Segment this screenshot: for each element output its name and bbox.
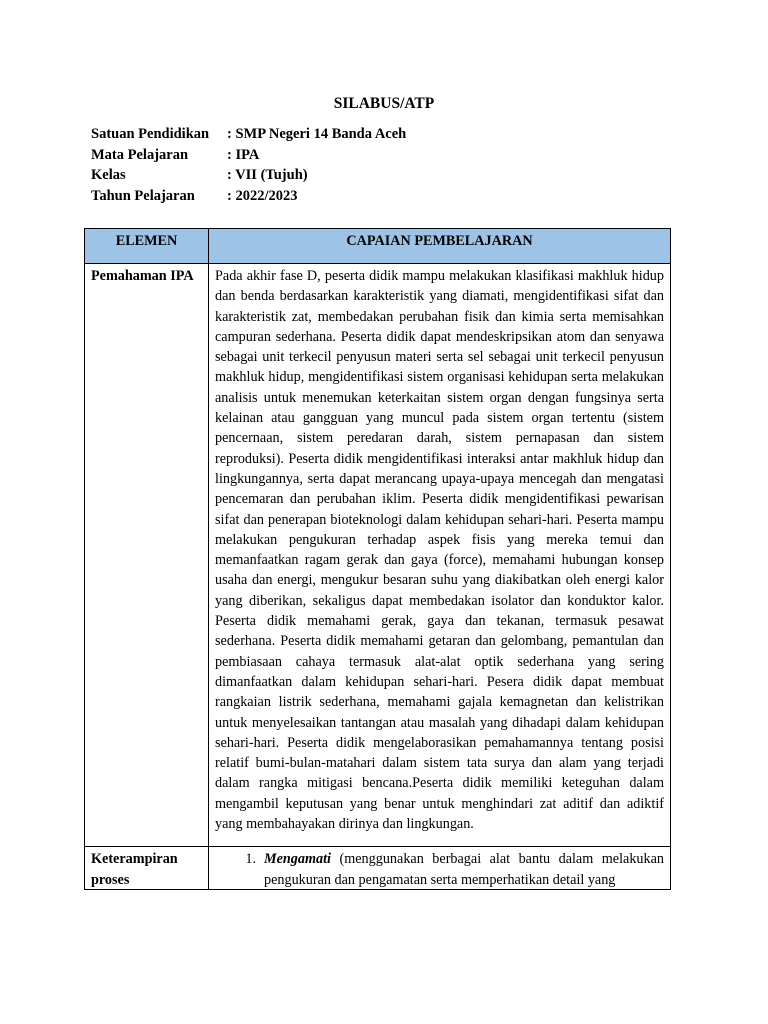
meta-label: Satuan Pendidikan	[91, 126, 210, 142]
meta-row-tahun-pelajaran	[91, 186, 406, 207]
capaian-text: Pada akhir fase D, peserta didik mampu melakukan klasifikasi makhluk hidup dan benda berdasarkan karakteristik yang diamati, mengidentifikasi sifat dan karakteristik zat, membedakan perubahan fisik dan kimia serta memisahkan campuran sederhana. Peserta didik dapat mendeskripsikan atom dan senyawa sebagai unit terkecil penyusun materi serta sel sebagai unit terkecil penyusun makhluk hidup, mengidentifikasi sistem organisasi kehidupan serta melakukan analisis untuk menemukan keterkaitan sistem organ dengan fungsinya serta kelainan atau gangguan yang muncul pada sistem organ tertentu (sistem pencernaan, sistem peredaran darah, sistem pernapasan dan sistem reproduksi). Peserta didik mengidentifikasi interaksi antar makhluk hidup dan lingkungannya, serta dapat merancang upaya-upaya mencegah dan mengatasi pencemaran dan perubahan iklim. Peserta didik mengidentifikasi pewarisan sifat dan penerapan bioteknologi dalam kehidupan sehari-hari. Peserta mampu melakukan pengukuran terhadap aspek fisis yang mereka temui dan memanfaatkan ragam gerak dan gaya (force), memahami hubungan konsep usaha dan energi, mengukur besaran suhu yang diakibatkan oleh energi kalor yang diberikan, sekaligus dapat membedakan isolator dan konduktor kalor. Peserta didik memahami gerak, gaya dan tekanan, termasuk pesawat sederhana. Peserta didik memahami getaran dan gelombang, pemantulan dan pembiasaan cahaya termasuk alat-alat optik sederhana yang sering dimanfaatkan dalam kehidupan sehari-hari. Pesera didik dapat membuat rangkaian listrik sederhana, memahami gajala kemagnetan dan kelistrikan untuk menyelesaikan tantangan atau masalah yang dihadapi dalam kehidupan sehari-hari. Peserta didik mengelaborasikan pemahamannya tentang posisi relatif bumi-bulan-matahari dalam sistem tata surya dan alam yang terjadi dalam rangka mitigasi bencana.Peserta didik memiliki keteguhan dalam mengambil keputusan yang benar untuk menghindari zat aditif dan adiktif yang membahayakan dirinya dan lingkungan.	[215, 268, 664, 833]
list-item-term: Mengamati	[264, 851, 332, 868]
meta-label: Mata Pelajaran	[91, 146, 189, 163]
capaian-cell	[209, 264, 671, 847]
document-title: SILABUS/ATP	[333, 95, 435, 112]
table-row-pemahaman-ipa	[85, 264, 671, 847]
meta-label: Tahun Pelajaran	[91, 188, 195, 205]
syllabus-table	[84, 228, 671, 890]
process-cell	[209, 847, 671, 890]
list-item	[215, 849, 664, 887]
meta-row-mata-pelajaran	[91, 145, 406, 166]
list-item-text	[264, 849, 664, 887]
meta-label: Kelas	[91, 167, 126, 184]
process-clip	[215, 849, 664, 887]
elemen-label: Keterampiran proses	[91, 851, 178, 888]
process-list	[215, 849, 664, 887]
meta-row-kelas	[91, 165, 406, 186]
meta-row-satuan-pendidikan	[91, 124, 406, 145]
table-header-row	[85, 229, 671, 264]
meta-value: : IPA	[227, 146, 260, 163]
meta-value: : VII (Tujuh)	[227, 167, 308, 184]
elemen-cell	[85, 847, 209, 890]
list-item-number: 1.	[245, 851, 256, 868]
elemen-cell: Pemahaman IPA	[85, 264, 209, 847]
list-item-description: (menggunakan berbagai alat bantu dalam melakukan pengukuran dan pengamatan serta memperhatikan detail yang	[264, 851, 664, 888]
meta-value: : SMP Negeri 14 Banda Aceh	[227, 126, 407, 142]
header-elemen: ELEMEN	[85, 229, 209, 264]
document-meta	[91, 124, 406, 207]
table-row-keterampilan-proses	[85, 847, 671, 890]
meta-value: : 2022/2023	[227, 188, 298, 205]
header-capaian-pembelajaran: CAPAIAN PEMBELAJARAN	[209, 229, 671, 264]
